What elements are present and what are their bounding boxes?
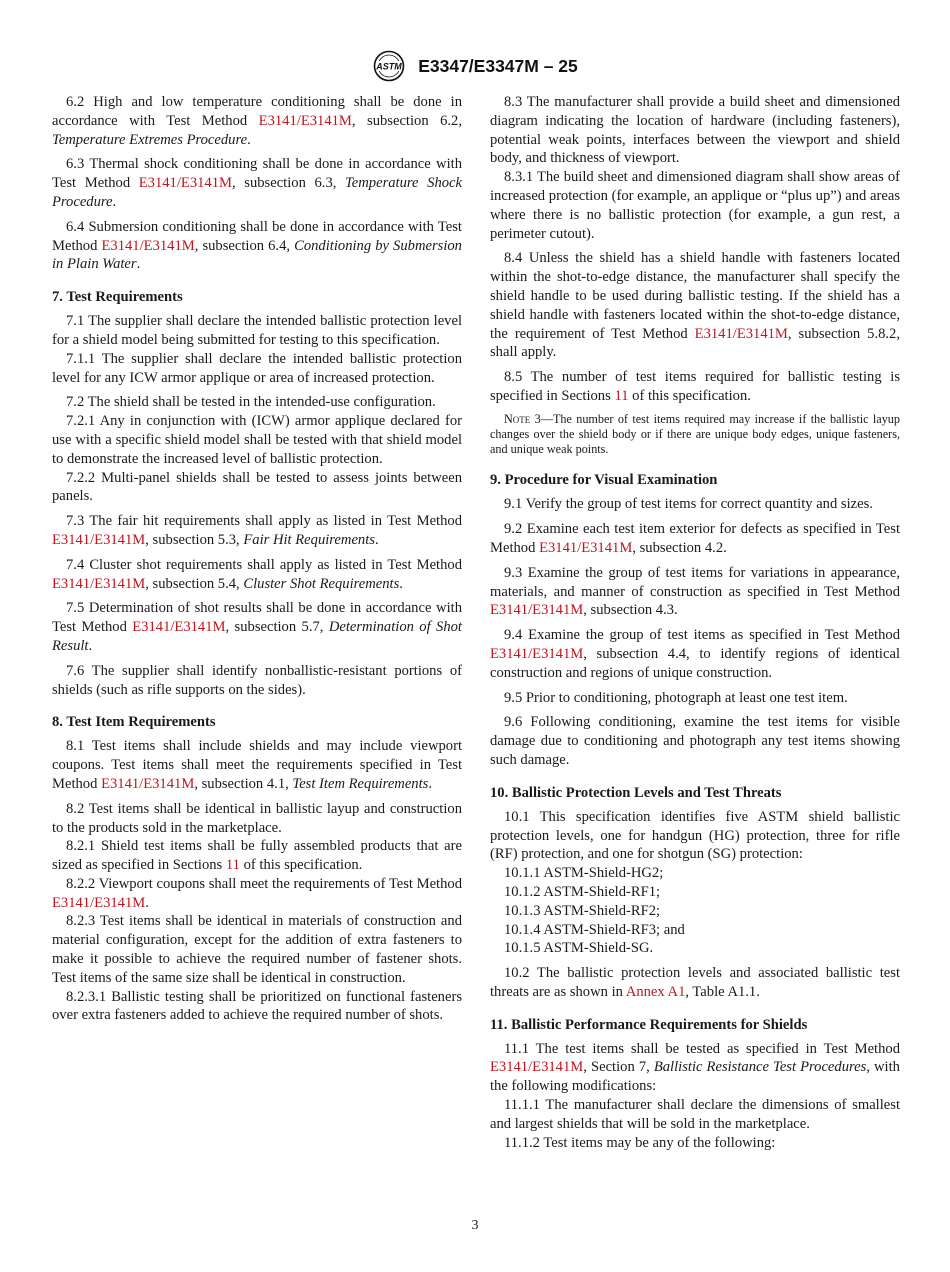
- annex-link[interactable]: Annex A1: [625, 983, 686, 1000]
- page-number: 3: [471, 1218, 479, 1233]
- paragraph-8-4: 8.4 Unless the shield has a shield handle with fasteners located within the shot-to-edge distance, the manufacturer shall specify the shield handle to be used during ballistic testing. If the shield has a shield handle with fasteners located within the shot-to-edge distance, the requirement of Test Method E3141/E3141M, subsection 5.8.2, shall apply.: [490, 250, 900, 361]
- paragraph-7-3: 7.3 The fair hit requirements shall apply as listed in Test Method E3141/E3141M, subsection 5.3, Fair Hit Requirements.: [52, 513, 462, 548]
- reference-link[interactable]: E3141/E3141M: [490, 645, 584, 662]
- paragraph-8-1: 8.1 Test items shall include shields and may include viewport coupons. Test items shall meet the requirements specified in Test Method E3141/E3141M, subsection 4.1, Test Item Requirements.: [52, 738, 462, 792]
- note-3: Note 3—The number of test items required may increase if the ballistic layup changes over the shield body or if there are unique body edges, unique fasteners, and unique weak points.: [490, 411, 900, 457]
- section-heading-9: 9. Procedure for Visual Examination: [490, 472, 718, 489]
- list-item: 10.1.5 ASTM-Shield-SG.: [504, 940, 654, 957]
- paragraph-6-2: 6.2 High and low temperature conditioning shall be done in accordance with Test Method E3141/E3141M, subsection 6.2, Temperature Extremes Procedure.: [52, 94, 462, 148]
- paragraph-9-6: 9.6 Following conditioning, examine the test items for visible damage due to conditioning and photograph any test items showing such damage.: [490, 714, 900, 768]
- list-item: 10.1.4 ASTM-Shield-RF3; and: [504, 921, 685, 938]
- reference-link[interactable]: E3141/E3141M: [52, 531, 146, 548]
- list-item: 10.1.3 ASTM-Shield-RF2;: [504, 902, 661, 919]
- paragraph-10-1: 10.1 This specification identifies five ASTM shield ballistic protection levels, one for handgun (HG) protection, three for rifle (RF) protection, and one for shotgun (SG) protection:: [490, 808, 900, 863]
- standard-designation: E3347/E3347M – 25: [418, 55, 578, 76]
- reference-link[interactable]: E3141/E3141M: [539, 539, 633, 556]
- section-heading-7: 7. Test Requirements: [52, 289, 183, 306]
- paragraph-8-2-3: 8.2.3 Test items shall be identical in materials of construction and material configuration, except for the addition of extra fasteners to make it possible to achieve the required number of fastener shots. Test items of the same size shall be identical in construction.: [52, 913, 462, 986]
- reference-link[interactable]: E3141/E3141M: [138, 175, 232, 192]
- paragraph-7-6: 7.6 The supplier shall identify nonballistic-resistant portions of shields (such as rifle supports on the sides).: [52, 662, 462, 698]
- section-heading-8: 8. Test Item Requirements: [52, 714, 216, 731]
- paragraph-8-3-1: 8.3.1 The build sheet and dimensioned diagram shall show areas of increased protection (for example, an applique or “plus up”) and areas where there is no ballistic protection (for example, a gun rest, a perimeter cutout).: [490, 169, 900, 242]
- reference-link[interactable]: E3141/E3141M: [694, 325, 788, 342]
- list-item: 10.1.2 ASTM-Shield-RF1;: [504, 883, 661, 900]
- section-link[interactable]: 11: [225, 857, 240, 874]
- reference-link[interactable]: E3141/E3141M: [258, 112, 352, 129]
- paragraph-7-2-2: 7.2.2 Multi-panel shields shall be tested to assess joints between panels.: [52, 469, 462, 505]
- paragraph-11-1: 11.1 The test items shall be tested as specified in Test Method E3141/E3141M, Section 7, Ballistic Resistance Test Procedures, with the following modifications:: [490, 1040, 900, 1095]
- reference-link[interactable]: E3141/E3141M: [490, 1059, 584, 1076]
- paragraph-8-2-2: 8.2.2 Viewport coupons shall meet the requirements of Test Method E3141/E3141M.: [52, 875, 462, 911]
- paragraph-7-2: 7.2 The shield shall be tested in the intended-use configuration.: [66, 394, 436, 411]
- paragraph-8-5: 8.5 The number of test items required for ballistic testing is specified in Sections 11 of this specification.: [490, 369, 900, 404]
- paragraph-8-2-1: 8.2.1 Shield test items shall be fully assembled products that are sized as specified in Sections 11 of this specification.: [52, 838, 462, 874]
- section-heading-10: 10. Ballistic Protection Levels and Test Threats: [490, 784, 782, 801]
- left-column: [52, 93, 462, 1025]
- paragraph-11-1-1: 11.1.1 The manufacturer shall declare the dimensions of smallest and largest shields that will be sold in the marketplace.: [490, 1097, 900, 1132]
- paragraph-10-2: 10.2 The ballistic protection levels and associated ballistic test threats are as shown in Annex A1, Table A1.1.: [490, 965, 900, 1000]
- paragraph-11-1-2: 11.1.2 Test items may be any of the following:: [504, 1134, 776, 1151]
- paragraph-9-2: 9.2 Examine each test item exterior for defects as specified in Test Method E3141/E3141M, subsection 4.2.: [490, 521, 900, 556]
- reference-link[interactable]: E3141/E3141M: [52, 894, 146, 911]
- paragraph-6-3: 6.3 Thermal shock conditioning shall be done in accordance with Test Method E3141/E3141M, subsection 6.3, Temperature Shock Procedure.: [52, 156, 462, 210]
- paragraph-6-4: 6.4 Submersion conditioning shall be done in accordance with Test Method E3141/E3141M, subsection 6.4, Conditioning by Submersion in Plain Water.: [52, 218, 462, 273]
- paragraph-7-1-1: 7.1.1 The supplier shall declare the intended ballistic protection level for any ICW armor applique or area of increased protection.: [52, 350, 462, 386]
- paragraph-9-4: 9.4 Examine the group of test items as specified in Test Method E3141/E3141M, subsection 4.4, to identify regions of identical construction and regions of unique construction.: [490, 627, 900, 681]
- astm-logo-icon: [372, 50, 406, 82]
- paragraph-8-3: 8.3 The manufacturer shall provide a build sheet and dimensioned diagram indicating the location of hardware (including fasteners), potential weak points, interfaces between the viewport and shield body, and thickness of viewport.: [490, 94, 900, 167]
- paragraph-7-2-1: 7.2.1 Any in conjunction with (ICW) armor applique declared for use with a specific shield model shall be tested with that shield model to demonstrate the increased level of ballistic protection.: [52, 413, 462, 467]
- paragraph-7-5: 7.5 Determination of shot results shall be done in accordance with Test Method E3141/E3141M, subsection 5.7, Determination of Shot Result.: [52, 600, 462, 654]
- paragraph-8-2-3-1: 8.2.3.1 Ballistic testing shall be prioritized on functional fasteners over extra fasteners added to achieve the required number of shots.: [52, 988, 462, 1024]
- paragraph-7-1: 7.1 The supplier shall declare the intended ballistic protection level for a shield model being submitted for testing to this specification.: [52, 313, 462, 348]
- section-link[interactable]: 11: [614, 387, 629, 404]
- paragraph-9-5: 9.5 Prior to conditioning, photograph at least one test item.: [504, 689, 848, 706]
- section-heading-11: 11. Ballistic Performance Requirements for Shields: [490, 1016, 808, 1033]
- page-header: [0, 50, 950, 86]
- right-column: [490, 93, 900, 1152]
- reference-link[interactable]: E3141/E3141M: [490, 602, 584, 619]
- paragraph-9-1: 9.1 Verify the group of test items for correct quantity and sizes.: [504, 496, 873, 513]
- reference-link[interactable]: E3141/E3141M: [101, 237, 195, 254]
- protection-level-list: [490, 864, 900, 958]
- paragraph-9-3: 9.3 Examine the group of test items for variations in appearance, materials, and manner of construction as specified in Test Method E3141/E3141M, subsection 4.3.: [490, 564, 900, 619]
- svg-text:ASTM: ASTM: [376, 61, 402, 72]
- reference-link[interactable]: E3141/E3141M: [101, 775, 195, 792]
- reference-link[interactable]: E3141/E3141M: [132, 619, 226, 636]
- paragraph-7-4: 7.4 Cluster shot requirements shall apply as listed in Test Method E3141/E3141M, subsection 5.4, Cluster Shot Requirements.: [52, 556, 462, 592]
- reference-link[interactable]: E3141/E3141M: [52, 575, 146, 592]
- list-item: 10.1.1 ASTM-Shield-HG2;: [504, 865, 664, 882]
- paragraph-8-2: 8.2 Test items shall be identical in ballistic layup and construction to the products sold in the marketplace.: [52, 800, 462, 836]
